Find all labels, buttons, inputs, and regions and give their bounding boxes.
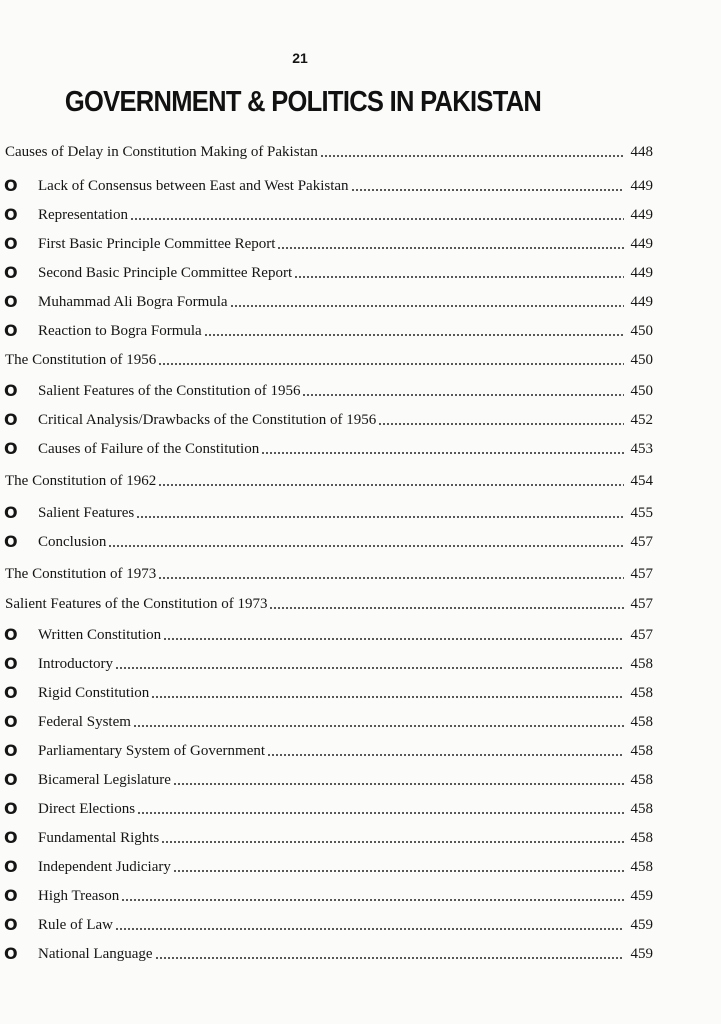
bullet-icon: O <box>4 915 18 934</box>
toc-label: Critical Analysis/Drawbacks of the Constitution of 1956 <box>38 412 377 428</box>
dot-leader <box>378 422 624 426</box>
toc-item <box>0 737 653 761</box>
toc-label: Salient Features of the Constitution of 1956 <box>38 383 301 399</box>
bullet-icon: O <box>4 503 18 522</box>
toc-item <box>0 201 653 225</box>
dot-leader <box>269 606 624 610</box>
toc-label: Parliamentary System of Government <box>38 743 266 759</box>
dot-leader <box>133 724 624 728</box>
toc-label: Independent Judiciary <box>38 859 171 875</box>
toc-page-number: 449 <box>630 178 653 194</box>
bullet-icon: O <box>4 857 18 876</box>
bullet-icon: O <box>4 176 18 195</box>
bullet-icon: O <box>4 944 18 963</box>
toc-label: Introductory <box>38 656 113 672</box>
toc-page-number: 449 <box>630 236 653 252</box>
dot-leader <box>136 515 624 519</box>
dot-leader <box>277 246 624 250</box>
bullet-icon: O <box>4 625 18 644</box>
toc-label: Lack of Consensus between East and West Pakistan <box>38 178 349 194</box>
toc-item <box>0 406 653 430</box>
toc-item <box>0 259 653 283</box>
toc-label: Representation <box>38 207 128 223</box>
toc-page-number: 458 <box>630 801 653 817</box>
bullet-icon: O <box>4 321 18 340</box>
toc-page-number: 455 <box>630 505 653 521</box>
toc-label: Federal System <box>38 714 131 730</box>
dot-leader <box>155 956 624 960</box>
bullet-icon: O <box>4 292 18 311</box>
toc-page-number: 458 <box>630 772 653 788</box>
toc-page-number: 449 <box>630 265 653 281</box>
bullet-icon: O <box>4 532 18 551</box>
toc-page-number: 448 <box>630 144 653 160</box>
bullet-icon: O <box>4 799 18 818</box>
toc-page-number: 458 <box>630 714 653 730</box>
toc-page-number: 458 <box>630 830 653 846</box>
toc-label: Direct Elections <box>38 801 136 817</box>
toc-item <box>0 499 653 523</box>
toc-item <box>0 882 653 906</box>
bullet-icon: O <box>4 654 18 673</box>
toc-label: Rule of Law <box>38 917 113 933</box>
toc-page-number: 457 <box>630 627 653 643</box>
toc-item <box>0 377 653 401</box>
toc-item <box>0 172 653 196</box>
toc-page-number: 457 <box>630 596 653 612</box>
dot-leader <box>137 811 624 815</box>
dot-leader <box>204 333 624 337</box>
dot-leader <box>158 483 624 487</box>
toc-label: National Language <box>38 946 153 962</box>
toc-item <box>0 317 653 341</box>
dot-leader <box>320 154 624 158</box>
toc-label: Fundamental Rights <box>38 830 160 846</box>
toc-item <box>0 621 653 645</box>
page-title: GOVERNMENT & POLITICS IN PAKISTAN <box>64 86 542 118</box>
dot-leader <box>163 637 624 641</box>
toc-page-number: 453 <box>630 441 653 457</box>
toc-heading <box>0 467 653 491</box>
toc-item <box>0 940 653 964</box>
bullet-icon: O <box>4 381 18 400</box>
toc-heading <box>0 138 653 162</box>
dot-leader <box>158 576 624 580</box>
toc-page-number: 459 <box>630 917 653 933</box>
toc-item <box>0 230 653 254</box>
dot-leader <box>230 304 624 308</box>
toc-heading <box>0 346 653 370</box>
toc-page-number: 458 <box>630 859 653 875</box>
dot-leader <box>158 362 624 366</box>
dot-leader <box>121 898 624 902</box>
toc-item <box>0 650 653 674</box>
toc-page-number: 452 <box>630 412 653 428</box>
bullet-icon: O <box>4 886 18 905</box>
toc-label: The Constitution of 1956 <box>5 352 157 368</box>
toc-label: Causes of Failure of the Constitution <box>38 441 260 457</box>
toc-label: First Basic Principle Committee Report <box>38 236 276 252</box>
bullet-icon: O <box>4 828 18 847</box>
toc-page-number: 450 <box>630 383 653 399</box>
toc-item <box>0 766 653 790</box>
dot-leader <box>108 544 624 548</box>
toc-label: Salient Features <box>38 505 135 521</box>
toc-page-number: 449 <box>630 294 653 310</box>
toc-item <box>0 795 653 819</box>
toc-item <box>0 435 653 459</box>
toc-label: Salient Features of the Constitution of 1973 <box>5 596 268 612</box>
toc-item <box>0 288 653 312</box>
toc-page-number: 450 <box>630 323 653 339</box>
toc-label: Rigid Constitution <box>38 685 150 701</box>
toc-item <box>0 824 653 848</box>
dot-leader <box>161 840 624 844</box>
toc-label: High Treason <box>38 888 120 904</box>
toc-label: Written Constitution <box>38 627 162 643</box>
toc-page-number: 459 <box>630 946 653 962</box>
toc-label: Second Basic Principle Committee Report <box>38 265 293 281</box>
toc-label: Muhammad Ali Bogra Formula <box>38 294 228 310</box>
toc-page-number: 457 <box>630 566 653 582</box>
dot-leader <box>294 275 624 279</box>
toc-label: Causes of Delay in Constitution Making of Pakistan <box>5 144 318 160</box>
dot-leader <box>261 451 624 455</box>
toc-page-number: 458 <box>630 685 653 701</box>
toc-item <box>0 708 653 732</box>
toc-page-number: 459 <box>630 888 653 904</box>
toc-page-number: 449 <box>630 207 653 223</box>
dot-leader <box>115 666 624 670</box>
toc-item <box>0 911 653 935</box>
page-number: 21 <box>292 50 308 66</box>
bullet-icon: O <box>4 263 18 282</box>
toc-item <box>0 528 653 552</box>
dot-leader <box>115 927 624 931</box>
bullet-icon: O <box>4 770 18 789</box>
toc-heading <box>0 560 653 584</box>
toc-heading <box>0 590 653 614</box>
dot-leader <box>302 393 624 397</box>
bullet-icon: O <box>4 205 18 224</box>
dot-leader <box>151 695 624 699</box>
dot-leader <box>130 217 624 221</box>
toc-page-number: 458 <box>630 743 653 759</box>
toc-item <box>0 853 653 877</box>
toc-label: Conclusion <box>38 534 107 550</box>
bullet-icon: O <box>4 410 18 429</box>
bullet-icon: O <box>4 712 18 731</box>
toc-item <box>0 679 653 703</box>
dot-leader <box>351 188 624 192</box>
toc-label: Reaction to Bogra Formula <box>38 323 202 339</box>
bullet-icon: O <box>4 439 18 458</box>
toc-page-number: 458 <box>630 656 653 672</box>
toc-page-number: 457 <box>630 534 653 550</box>
bullet-icon: O <box>4 683 18 702</box>
dot-leader <box>267 753 624 757</box>
bullet-icon: O <box>4 234 18 253</box>
dot-leader <box>173 869 624 873</box>
toc-page-number: 450 <box>630 352 653 368</box>
bullet-icon: O <box>4 741 18 760</box>
toc-label: The Constitution of 1962 <box>5 473 157 489</box>
dot-leader <box>173 782 624 786</box>
toc-label: The Constitution of 1973 <box>5 566 157 582</box>
toc-page-number: 454 <box>630 473 653 489</box>
toc-label: Bicameral Legislature <box>38 772 171 788</box>
